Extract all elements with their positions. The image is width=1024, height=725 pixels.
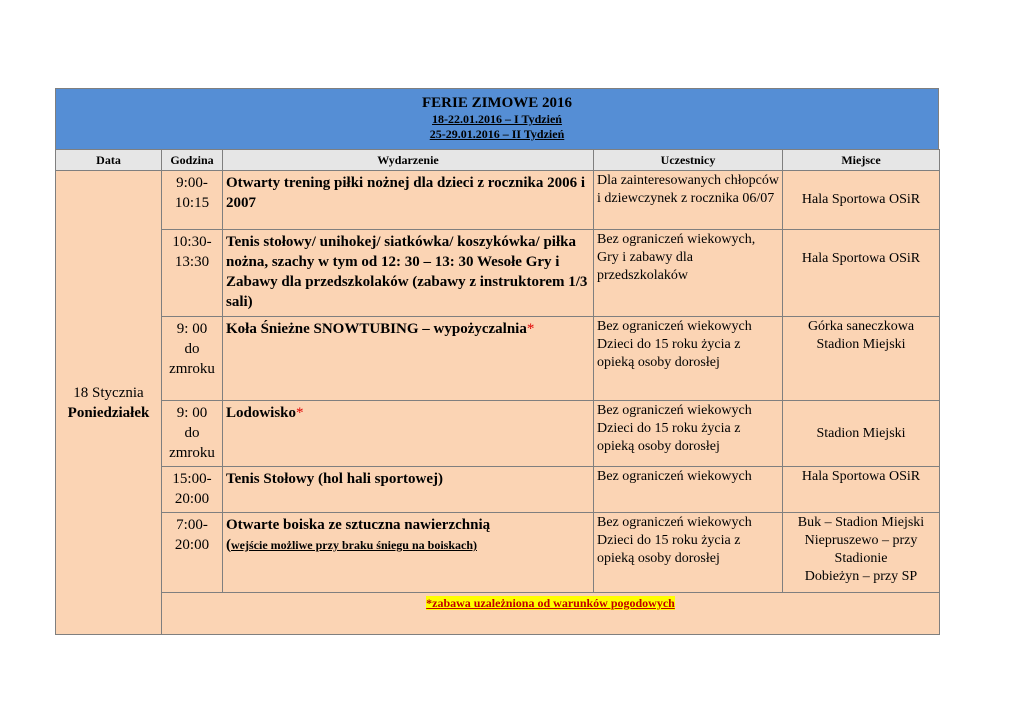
week-2-label: 25-29.01.2016 – II Tydzień — [429, 127, 565, 141]
event-title: Tenis stołowy/ unihokej/ siatkówka/ koszykówka/ piłka nożna, szachy w tym od 12: 30 – 13: 30 Wesołe Gry i Zabawy dla przedszkolaków (zabawy z instruktorem 1/3 sali) — [226, 234, 588, 310]
page-title: FERIE ZIMOWE 2016 — [421, 95, 572, 111]
column-header-uczestnicy: Uczestnicy — [594, 150, 783, 171]
title-banner — [55, 88, 939, 150]
place-cell: Hala Sportowa OSiR — [783, 467, 940, 513]
table-header-row — [56, 150, 940, 171]
table-row — [56, 401, 940, 467]
participants-cell: Bez ograniczeń wiekowych — [594, 467, 783, 513]
hour-cell — [162, 467, 223, 513]
table-row — [56, 467, 940, 513]
event-note-paren: ( — [226, 537, 231, 553]
event-title: Otwarte boiska ze sztuczna nawierzchnią — [226, 517, 491, 533]
event-note: wejście możliwe przy braku śniegu na boiskach) — [231, 538, 477, 552]
column-header-wydarzenie: Wydarzenie — [223, 150, 594, 171]
hour-cell — [162, 317, 223, 401]
date-label: 18 Stycznia — [73, 384, 144, 401]
event-title: Koła Śnieżne SNOWTUBING – wypożyczalnia — [226, 321, 527, 337]
hour-cell — [162, 171, 223, 230]
place-cell: Stadion Miejski — [783, 401, 940, 467]
date-cell — [56, 171, 162, 635]
footnote-cell — [162, 593, 940, 635]
place-line: Dobieżyn – przy SP — [804, 569, 918, 584]
participants-cell: Bez ograniczeń wiekowych Dzieci do 15 roku życia z opieką osoby dorosłej — [594, 401, 783, 467]
event-cell — [223, 230, 594, 317]
column-header-godzina: Godzina — [162, 150, 223, 171]
week-1-label: 18-22.01.2016 – I Tydzień — [432, 112, 562, 126]
event-cell — [223, 513, 594, 593]
schedule-table — [55, 149, 940, 635]
table-row — [56, 230, 940, 317]
hour-cell — [162, 230, 223, 317]
hour-end: 20:00 — [174, 491, 210, 507]
event-title: Tenis Stołowy (hol hali sportowej) — [226, 471, 443, 487]
hour-start: 15:00- — [172, 471, 212, 487]
hour-start: 10:30- — [172, 234, 212, 250]
day-label: Poniedziałek — [67, 404, 150, 421]
column-header-data: Data — [56, 150, 162, 171]
place-line: Buk – Stadion Miejski — [797, 515, 925, 530]
place-cell: Górka saneczkowa Stadion Miejski — [783, 317, 940, 401]
hour-end: zmroku — [169, 445, 215, 461]
participants-cell: Bez ograniczeń wiekowych Dzieci do 15 roku życia z opieką osoby dorosłej — [594, 317, 783, 401]
weather-star: * — [526, 321, 535, 337]
hour-mid: do — [184, 425, 200, 441]
place-cell: Hala Sportowa OSiR — [783, 171, 940, 230]
event-title: Otwarty trening piłki nożnej dla dzieci z rocznika 2006 i 2007 — [226, 175, 586, 211]
place-cell: Hala Sportowa OSiR — [783, 230, 940, 317]
place-line: Niepruszewo – przy Stadionie — [804, 533, 918, 566]
participants-cell: Bez ograniczeń wiekowych, Gry i zabawy dla przedszkolaków — [594, 230, 783, 317]
event-cell — [223, 171, 594, 230]
hour-start: 7:00- — [176, 517, 208, 533]
participants-cell: Dla zainteresowanych chłopców i dziewczynek z rocznika 06/07 — [594, 171, 783, 230]
hour-start: 9: 00 — [176, 405, 208, 421]
event-cell — [223, 467, 594, 513]
hour-start: 9: 00 — [176, 321, 208, 337]
hour-end: 20:00 — [174, 537, 210, 553]
column-header-miejsce: Miejsce — [783, 150, 940, 171]
table-row — [56, 317, 940, 401]
hour-mid: do — [184, 341, 200, 357]
place-cell — [783, 513, 940, 593]
event-title: Lodowisko — [226, 405, 297, 421]
weather-footnote: *zabawa uzależniona od warunków pogodowych — [426, 596, 675, 610]
weather-star: * — [296, 405, 304, 421]
schedule-sheet — [55, 88, 939, 643]
hour-cell — [162, 401, 223, 467]
hour-end: 10:15 — [174, 195, 210, 211]
hour-cell — [162, 513, 223, 593]
hour-end: 13:30 — [174, 254, 210, 270]
footnote-row — [56, 593, 940, 635]
hour-start: 9:00- — [176, 175, 208, 191]
event-cell — [223, 401, 594, 467]
table-row — [56, 513, 940, 593]
table-row — [56, 171, 940, 230]
event-cell — [223, 317, 594, 401]
participants-cell: Bez ograniczeń wiekowych Dzieci do 15 roku życia z opieką osoby dorosłej — [594, 513, 783, 593]
hour-end: zmroku — [169, 361, 215, 377]
